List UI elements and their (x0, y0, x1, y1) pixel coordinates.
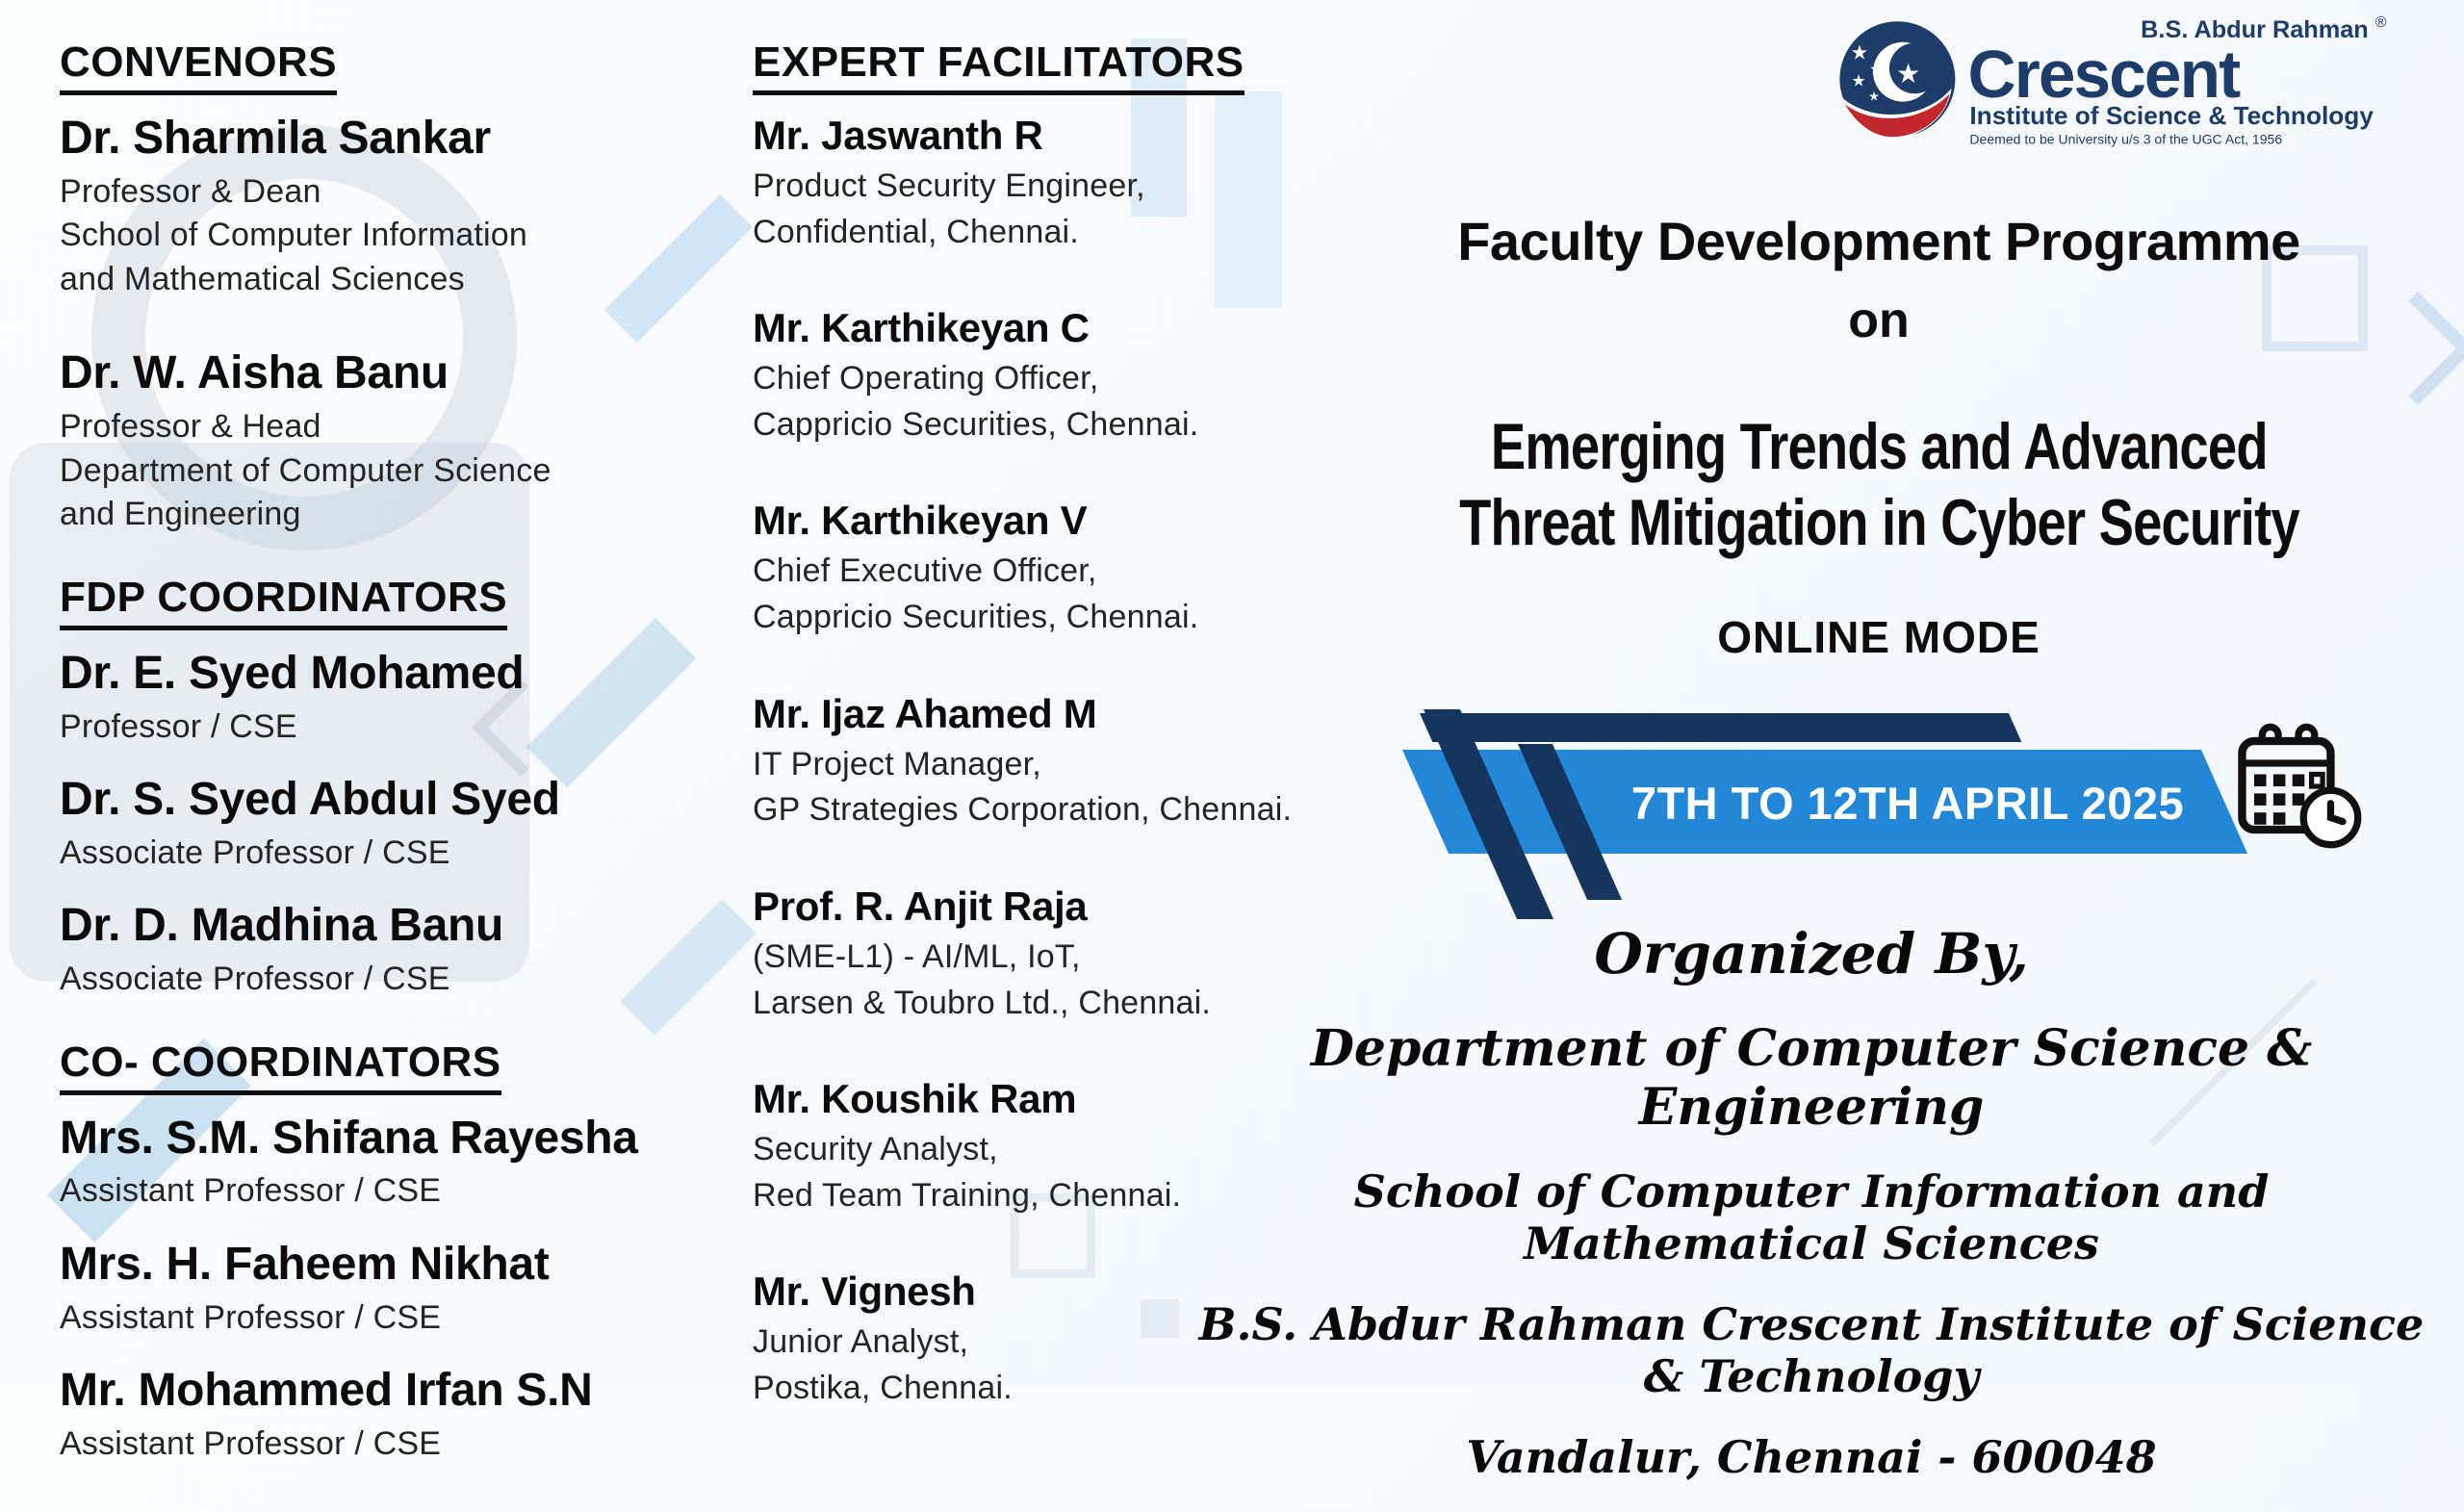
person-name: Dr. E. Syed Mohamed (60, 647, 525, 699)
programme-title-line1: Emerging Trends and Advanced (1490, 410, 2268, 483)
person-role-line: Security Analyst, (753, 1131, 998, 1168)
person-role-line: Chief Executive Officer, (753, 552, 1097, 590)
person-role-line: Assistant Professor / CSE (60, 1172, 442, 1210)
organizer-line: Department of Computer Science & Engineering (1310, 1018, 2313, 1137)
registered-mark: ® (2374, 13, 2387, 31)
programme-title (1321, 409, 2437, 561)
person-entry (60, 347, 703, 536)
calendar-clock-icon (2232, 719, 2365, 852)
person-entry (60, 900, 703, 1001)
person-name: Dr. S. Syed Abdul Syed (60, 774, 560, 826)
person-role-line: and Mathematical Sciences (60, 260, 465, 297)
person-role-line: IT Project Manager, (753, 745, 1041, 782)
section-heading-expert-facilitators (753, 38, 1369, 95)
person-entry (60, 774, 703, 875)
crescent-emblem (1831, 10, 2408, 154)
programme-kicker: Faculty Development Programme (1457, 211, 2300, 271)
person-role-line: School of Computer Information (60, 217, 528, 254)
svg-text:★: ★ (1868, 90, 1880, 105)
person-entry (753, 691, 1369, 833)
person-role-line: Junior Analyst, (753, 1323, 969, 1361)
programme-column (1198, 10, 2437, 1512)
person-name: Dr. D. Madhina Banu (60, 900, 504, 952)
person-role-line: and Engineering (60, 496, 301, 533)
person-role-line: Larsen & Toubro Ltd., Chennai. (753, 984, 1212, 1021)
person-name: Mr. Vignesh (753, 1269, 976, 1315)
svg-text:★: ★ (1850, 40, 1869, 64)
organizer-heading: Organized By, (1594, 920, 2029, 987)
person-name: Mrs. S.M. Shifana Rayesha (60, 1112, 638, 1164)
organizer-line: B.S. Abdur Rahman Crescent Institute of Science & Technology (1198, 1297, 2425, 1402)
person-name: Mr. Karthikeyan C (753, 305, 1090, 351)
person-entry (753, 498, 1369, 640)
person-entry (753, 113, 1369, 255)
person-name: Mr. Jaswanth R (753, 113, 1043, 158)
person-entry (60, 1113, 703, 1214)
mode-label: ONLINE MODE (1717, 611, 2040, 662)
person-role-line: Assistant Professor / CSE (60, 1298, 442, 1336)
person-name: Dr. W. Aisha Banu (60, 347, 449, 399)
person-name: Mr. Ijaz Ahamed M (753, 690, 1097, 736)
organizer-block (1186, 921, 2437, 1483)
heading-text: CONVENORS (60, 38, 337, 95)
person-role-line: Associate Professor / CSE (60, 833, 450, 871)
person-name: Dr. Sharmila Sankar (60, 113, 491, 164)
person-role-line: (SME-L1) - AI/ML, IoT, (753, 937, 1081, 975)
person-role-line: Professor & Dean (60, 172, 321, 210)
logo-tagline: Deemed to be University u/s 3 of the UGC Act, 1956 (1969, 131, 2283, 147)
svg-text:★: ★ (1869, 60, 1883, 78)
date-banner (1402, 713, 2374, 858)
person-entry (60, 113, 703, 301)
person-role-line: Department of Computer Science (60, 451, 552, 489)
person-name: Prof. R. Anjit Raja (753, 883, 1088, 929)
convenors-column (60, 38, 703, 1492)
heading-text: CO- COORDINATORS (60, 1038, 501, 1095)
section-heading-co-coordinators (60, 1038, 703, 1095)
person-entry (60, 1365, 703, 1466)
person-role-line: Professor & Head (60, 408, 321, 446)
section-heading-fdp-coordinators (60, 574, 703, 630)
person-entry (60, 1239, 703, 1340)
logo-name: Crescent (1967, 36, 2240, 112)
event-dates: 7TH TO 12TH APRIL 2025 (1630, 777, 2185, 829)
person-role-line: Confidential, Chennai. (753, 213, 1079, 250)
heading-text: EXPERT FACILITATORS (753, 38, 1245, 95)
person-role-line: Cappricio Securities, Chennai. (753, 405, 1199, 443)
programme-connector: on (1848, 293, 1910, 348)
person-role-line: Red Team Training, Chennai. (753, 1176, 1182, 1214)
organizer-line: Vandalur, Chennai - 600048 (1466, 1430, 2157, 1483)
svg-text:★: ★ (1896, 57, 1921, 90)
person-name: Mr. Karthikeyan V (753, 498, 1088, 544)
person-name: Mrs. H. Faheem Nikhat (60, 1238, 550, 1290)
person-role-line: GP Strategies Corporation, Chennai. (753, 791, 1293, 829)
organizer-line: School of Computer Information and Mathematical Sciences (1353, 1165, 2270, 1269)
person-role-line: Associate Professor / CSE (60, 961, 450, 998)
svg-text:★: ★ (1851, 70, 1866, 90)
person-name: Mr. Koushik Ram (753, 1076, 1077, 1122)
section-heading-convenors (60, 38, 703, 95)
logo-subtitle: Institute of Science & Technology (1969, 101, 2374, 131)
person-role-line: Product Security Engineer, (753, 167, 1145, 205)
institute-logo (1321, 10, 2408, 154)
person-entry (753, 305, 1369, 448)
person-name: Mr. Mohammed Irfan S.N (60, 1365, 593, 1417)
banner-navy-bar (1420, 713, 2021, 742)
programme-title-line2: Threat Mitigation in Cyber Security (1458, 485, 2299, 559)
person-role-line: Assistant Professor / CSE (60, 1425, 442, 1463)
person-role-line: Chief Operating Officer, (753, 360, 1099, 397)
person-role-line: Postika, Chennai. (753, 1369, 1013, 1406)
heading-text: FDP COORDINATORS (60, 574, 507, 630)
person-role-line: Cappricio Securities, Chennai. (753, 599, 1199, 636)
person-role-line: Professor / CSE (60, 707, 297, 745)
logo-pre-title: B.S. Abdur Rahman (2141, 16, 2369, 44)
person-entry (60, 648, 703, 749)
